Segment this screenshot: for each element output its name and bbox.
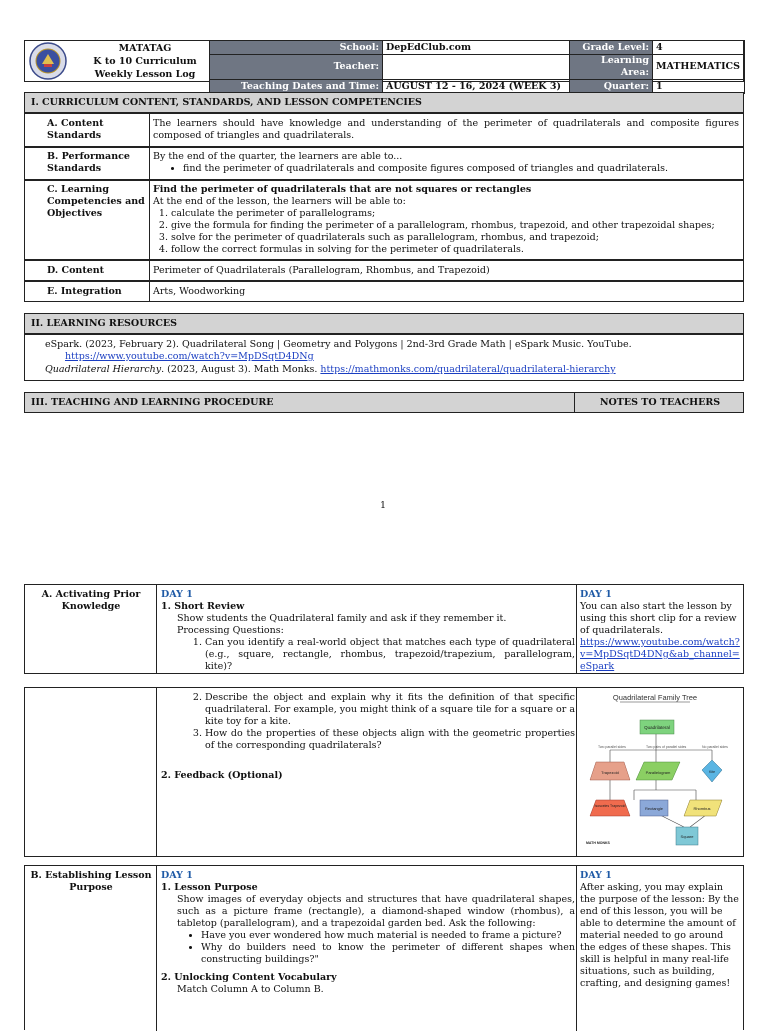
vocabulary-step: 2. Unlocking Content Vocabulary <box>161 972 337 983</box>
activating-note: You can also start the lesson by using this short clip for a review of quadrilaterals. <box>580 601 737 636</box>
dates-value: AUGUST 12 - 16, 2024 (WEEK 3) <box>383 80 570 94</box>
processing-questions: Processing Questions: <box>177 625 284 636</box>
isosceles-node-label: Isosceles Trapezoid <box>594 804 626 808</box>
activating-label: A. Activating Prior Knowledge <box>41 589 141 612</box>
performance-standards-label: B. Performance Standards <box>47 151 130 174</box>
branch-3-label: No parallel sides <box>702 745 728 749</box>
deped-seal <box>29 42 67 80</box>
competency-intro: At the end of the lesson, the learners will be able to: <box>153 196 406 207</box>
objective-3: 3. solve for the perimeter of quadrilaterals such as parallelogram, rhombus, and trapezoid; <box>171 232 743 244</box>
rhombus-node-label: Rhombus <box>693 806 711 811</box>
header-log: Weekly Lesson Log <box>94 69 196 80</box>
kite-node-label: Kite <box>708 770 716 774</box>
section2-title: II. LEARNING RESOURCES <box>24 313 744 334</box>
competency-title: Find the perimeter of quadrilaterals that are not squares or rectangles <box>153 184 532 195</box>
establishing-row <box>24 865 744 1030</box>
quarter-value: 1 <box>653 80 745 94</box>
content-label: D. Content <box>47 265 105 276</box>
reference-2-link[interactable]: https://mathmonks.com/quadrilateral/quadrilateral-hierarchy <box>320 364 616 375</box>
activating-step1: 1. Short Review <box>161 601 245 612</box>
diagram-title: Quadrilateral Family Tree <box>612 693 698 702</box>
area-value: MATHEMATICS <box>653 55 745 80</box>
section3-title-text: III. TEACHING AND LEARNING PROCEDURE <box>31 397 274 408</box>
activating-day: DAY 1 <box>161 589 193 600</box>
purpose-bullet-1: • Have you ever wondered how much material is needed to frame a picture? <box>201 930 575 942</box>
content-standards-label: A. Content Standards <box>47 118 104 141</box>
grade-label: Grade Level: <box>570 41 653 55</box>
performance-intro: By the end of the quarter, the learners are able to... <box>153 151 403 162</box>
performance-item: • find the perimeter of quadrilaterals and composite figures composed of triangles and quadrilaterals. <box>183 163 739 175</box>
section1-title: I. CURRICULUM CONTENT, STANDARDS, AND LESSON COMPETENCIES <box>24 92 744 113</box>
question-2: 2. Describe the object and explain why it fits the definition of that specific quadrilateral. For example, you might think of a square tile for a square or a kite toy for a kite. <box>205 692 575 728</box>
establishing-day: DAY 1 <box>161 870 193 881</box>
content-standards-row <box>24 113 744 147</box>
objective-4: 4. follow the correct formulas in solving for the perimeter of quadrilaterals. <box>171 244 743 256</box>
header-org: MATATAG <box>118 43 172 54</box>
branch-2-label: Two pairs of parallel sides <box>646 745 687 749</box>
question-3: 3. How do the properties of these objects align with the geometric properties of the corresponding quadrilaterals? <box>205 728 575 752</box>
performance-standards-row <box>24 147 744 180</box>
header-info-table <box>209 40 745 94</box>
integration-row <box>24 281 744 302</box>
dates-label: Teaching Dates and Time: <box>210 80 383 94</box>
resources-box <box>24 334 744 381</box>
branch-1-label: Two parallel sides <box>598 745 626 749</box>
activating-step1-text: Show students the Quadrilateral family and ask if they remember it. <box>177 613 507 624</box>
activating-row <box>24 584 744 674</box>
competencies-row <box>24 180 744 260</box>
objective-1: 1. calculate the perimeter of parallelograms; <box>171 208 743 220</box>
competencies-label: C. Learning Competencies and Objectives <box>47 184 145 219</box>
isosceles-node <box>590 800 630 816</box>
math-monks-logo: MATH MONKS <box>586 841 610 845</box>
reference-2-title: Quadrilateral Hierarchy <box>45 364 162 375</box>
integration-label: E. Integration <box>47 286 122 297</box>
teacher-label: Teacher: <box>210 55 383 80</box>
integration-text: Arts, Woodworking <box>153 286 246 297</box>
area-label: Learning Area: <box>570 55 653 80</box>
objective-2: 2. give the formula for finding the perimeter of a parallelogram, rhombus, trapezoid, and other trapezoidal shapes; <box>171 220 743 232</box>
square-node-label: Square <box>680 834 694 839</box>
purpose-bullet-2: • Why do builders need to know the perimeter of different shapes when constructing buildings?" <box>201 942 575 966</box>
establishing-note-day: DAY 1 <box>580 870 612 881</box>
grade-value: 4 <box>653 41 745 55</box>
lesson-purpose-step: 1. Lesson Purpose <box>161 882 258 893</box>
school-value: DepEdClub.com <box>383 41 570 55</box>
rectangle-node-label: Rectangle <box>644 806 664 811</box>
activating-note-link[interactable]: https://www.youtube.com/watch?v=MpDSqtD4DNg&ab_channel=eSpark <box>580 637 740 672</box>
reference-1-link[interactable]: https://www.youtube.com/watch?v=MpDSqtD4DNg <box>65 351 314 362</box>
establishing-note: After asking, you may explain the purpose of the lesson: By the end of this lesson, you will be able to determine the amount of material needed to go around the edges of these shapes. This skill is helpful in many real-life situations, such as building, crafting, and designing games! <box>580 882 739 989</box>
activating-note-day: DAY 1 <box>580 589 612 600</box>
question-1: 1. Can you identify a real-world object that matches each type of quadrilateral (e.g., square, rectangle, rhombus, trapezoid/trapezium, parallelogram, kite)? <box>205 637 575 673</box>
content-text: Perimeter of Quadrilaterals (Parallelogram, Rhombus, and Trapezoid) <box>153 265 490 276</box>
quadrilateral-family-tree <box>580 690 730 850</box>
trapezoid-node-label: Trapezoid <box>601 770 619 775</box>
reference-1: eSpark. (2023, February 2). Quadrilateral Song | Geometry and Polygons | 2nd-3rd Grade Math | eSpark Music. YouTube. <box>45 339 632 350</box>
quadrilateral-node-label: Quadrilateral <box>644 725 670 730</box>
content-standards-text: The learners should have knowledge and understanding of the perimeter of quadrilaterals and composite figures composed of triangles and quadrilaterals. <box>153 118 739 141</box>
lesson-purpose-text: Show images of everyday objects and structures that have quadrilateral shapes, such as a picture frame (rectangle), a diamond-shaped window (rhombus), a tabletop (parallelogram), and a trapezoidal garden bed. Ask the following: <box>177 894 575 929</box>
vocabulary-text: Match Column A to Column B. <box>177 984 324 995</box>
reference-2: . (2023, August 3). Math Monks. <box>161 364 321 375</box>
parallelogram-node-label: Parallelogram <box>645 770 671 775</box>
quarter-label: Quarter: <box>570 80 653 94</box>
header-curriculum: K to 10 Curriculum <box>93 56 197 67</box>
school-label: School: <box>210 41 383 55</box>
teacher-value <box>383 55 570 80</box>
notes-header: NOTES TO TEACHERS <box>599 397 721 408</box>
content-row <box>24 260 744 281</box>
feedback-step: 2. Feedback (Optional) <box>161 770 283 781</box>
header-table <box>24 40 744 92</box>
page-number: 1 <box>380 500 387 511</box>
establishing-label: B. Establishing Lesson Purpose <box>30 870 152 893</box>
